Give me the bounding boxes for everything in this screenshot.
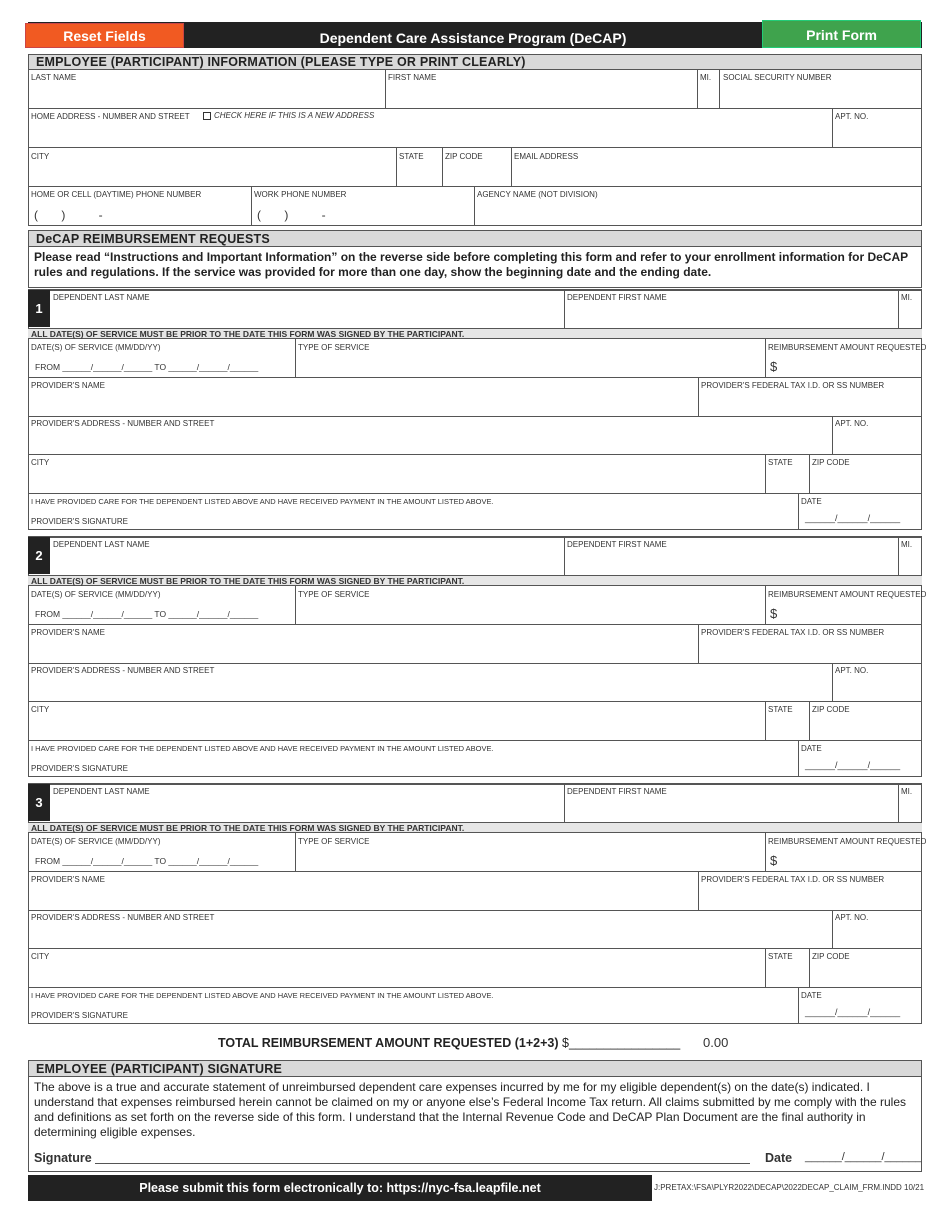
- dates-of-service-label: DATE(S) OF SERVICE (MM/DD/YY): [31, 837, 161, 846]
- col-divider: [385, 69, 386, 108]
- type-of-service-label: TYPE OF SERVICE: [298, 343, 370, 352]
- total-label: TOTAL REIMBURSEMENT AMOUNT REQUESTED (1+2+3) $________________: [218, 1036, 681, 1050]
- col-divider: [295, 339, 296, 377]
- ssn-label: SOCIAL SECURITY NUMBER: [723, 73, 832, 82]
- provider-zip-label: ZIP CODE: [812, 952, 850, 961]
- work-phone-label: WORK PHONE NUMBER: [254, 190, 347, 199]
- instructions-text: Please read “Instructions and Important Information” on the reverse side before completing this form and refer to your enrollment information for DeCAP rules and regulations. If the service was provided for more than one day, show the beginning date and the ending date.: [34, 250, 908, 279]
- dependent-mi-label: MI.: [901, 293, 913, 302]
- col-divider: [295, 833, 296, 871]
- col-divider: [765, 948, 766, 987]
- row-divider: [28, 416, 922, 417]
- provider-certification: I HAVE PROVIDED CARE FOR THE DEPENDENT LISTED ABOVE AND HAVE RECEIVED PAYMENT IN THE AMOUNT LISTED ABOVE.: [31, 744, 494, 753]
- submit-banner: Please submit this form electronically to: https://nyc-fsa.leapfile.net: [28, 1175, 652, 1201]
- provider-date-label: DATE: [801, 497, 822, 506]
- row-divider: [28, 624, 922, 625]
- col-divider: [832, 416, 833, 454]
- col-divider: [832, 108, 833, 147]
- dates-of-service-field[interactable]: FROM ______/______/______ TO ______/______/______: [35, 362, 259, 372]
- col-divider: [698, 624, 699, 663]
- col-divider: [765, 701, 766, 740]
- col-divider: [832, 910, 833, 948]
- col-divider: [511, 147, 512, 186]
- col-divider: [809, 701, 810, 740]
- col-divider: [798, 987, 799, 1024]
- provider-certification: I HAVE PROVIDED CARE FOR THE DEPENDENT LISTED ABOVE AND HAVE RECEIVED PAYMENT IN THE AMOUNT LISTED ABOVE.: [31, 497, 494, 506]
- home-address-label: HOME ADDRESS - NUMBER AND STREET: [31, 112, 190, 121]
- col-divider: [809, 454, 810, 493]
- provider-apt-label: APT. NO.: [835, 913, 869, 922]
- row-divider: [28, 663, 922, 664]
- provider-signature-label: PROVIDER'S SIGNATURE: [31, 764, 128, 773]
- row-divider: [28, 493, 922, 494]
- provider-address-label: PROVIDER'S ADDRESS - NUMBER AND STREET: [31, 419, 215, 428]
- reimbursement-amount-label: REIMBURSEMENT AMOUNT REQUESTED: [768, 590, 927, 599]
- col-divider: [898, 536, 899, 575]
- col-divider: [251, 186, 252, 226]
- amount-dollar-sign: $: [770, 853, 778, 868]
- col-divider: [698, 377, 699, 416]
- row-divider: [28, 740, 922, 741]
- provider-signature-label: PROVIDER'S SIGNATURE: [31, 1011, 128, 1020]
- print-form-button[interactable]: Print Form: [762, 20, 921, 48]
- signature-statement: The above is a true and accurate statement of unreimbursed dependent care expenses incurred by me for my eligible dependent(s) on the date(s) indicated. I understand that expenses reimbursed herein cannot be claimed on my or anyone else’s Federal Income Tax return. All claims submitted by me comply with the rules and definitions as set forth on the reverse side of this form. I understand that the Internal Revenue Code and DeCAP Plan Document are the final authority in determining eligible expenses.: [34, 1080, 906, 1139]
- form-title: Dependent Care Assistance Program (DeCAP): [319, 30, 627, 46]
- home-phone-label: HOME OR CELL (DAYTIME) PHONE NUMBER: [31, 190, 202, 199]
- signature-section-title: EMPLOYEE (PARTICIPANT) SIGNATURE: [28, 1060, 922, 1077]
- apt-label: APT. NO.: [835, 112, 869, 121]
- signature-date-field[interactable]: ______/______/______: [805, 1151, 922, 1163]
- row-divider: [28, 147, 922, 148]
- dependent-first-name-label: DEPENDENT FIRST NAME: [567, 787, 667, 796]
- col-divider: [719, 69, 720, 108]
- provider-date-label: DATE: [801, 744, 822, 753]
- provider-apt-label: APT. NO.: [835, 666, 869, 675]
- provider-name-label: PROVIDER'S NAME: [31, 628, 105, 637]
- checkbox-icon[interactable]: [203, 112, 211, 120]
- col-divider: [396, 147, 397, 186]
- dependent-last-name-label: DEPENDENT LAST NAME: [53, 787, 150, 796]
- col-divider: [832, 663, 833, 701]
- provider-date-field[interactable]: ______/______/______: [805, 1007, 901, 1017]
- dependent-last-name-label: DEPENDENT LAST NAME: [53, 540, 150, 549]
- col-divider: [564, 289, 565, 328]
- provider-tax-id-label: PROVIDER'S FEDERAL TAX I.D. OR SS NUMBER: [701, 381, 885, 390]
- provider-state-label: STATE: [768, 705, 793, 714]
- provider-date-field[interactable]: ______/______/______: [805, 513, 901, 523]
- amount-dollar-sign: $: [770, 606, 778, 621]
- row-divider: [28, 910, 922, 911]
- provider-date-label: DATE: [801, 991, 822, 1000]
- provider-date-field[interactable]: ______/______/______: [805, 760, 901, 770]
- col-divider: [798, 740, 799, 777]
- provider-state-label: STATE: [768, 952, 793, 961]
- provider-tax-id-label: PROVIDER'S FEDERAL TAX I.D. OR SS NUMBER: [701, 875, 885, 884]
- col-divider: [442, 147, 443, 186]
- col-divider: [474, 186, 475, 226]
- provider-certification: I HAVE PROVIDED CARE FOR THE DEPENDENT LISTED ABOVE AND HAVE RECEIVED PAYMENT IN THE AMOUNT LISTED ABOVE.: [31, 991, 494, 1000]
- last-name-label: LAST NAME: [31, 73, 77, 82]
- dependent-mi-label: MI.: [901, 787, 913, 796]
- dependent-first-name-label: DEPENDENT FIRST NAME: [567, 293, 667, 302]
- signature-date-label: Date: [765, 1151, 793, 1165]
- reimbursement-amount-label: REIMBURSEMENT AMOUNT REQUESTED: [768, 837, 927, 846]
- dates-of-service-field[interactable]: FROM ______/______/______ TO ______/______/______: [35, 609, 259, 619]
- date-rule-note: ALL DATE(S) OF SERVICE MUST BE PRIOR TO THE DATE THIS FORM WAS SIGNED BY THE PARTICIPANT.: [28, 575, 922, 586]
- signature-line[interactable]: [95, 1163, 750, 1164]
- dependent-mi-label: MI.: [901, 540, 913, 549]
- dependent-2-number: 2: [28, 537, 50, 574]
- type-of-service-label: TYPE OF SERVICE: [298, 590, 370, 599]
- row-divider: [28, 454, 922, 455]
- provider-zip-label: ZIP CODE: [812, 458, 850, 467]
- dependent-last-name-label: DEPENDENT LAST NAME: [53, 293, 150, 302]
- email-label: EMAIL ADDRESS: [514, 152, 579, 161]
- row-divider: [28, 948, 922, 949]
- form-code: J:PRETAX:\FSA\PLYR2022\DECAP\2022DECAP_CLAIM_FRM.INDD 10/21: [654, 1183, 925, 1192]
- col-divider: [765, 586, 766, 624]
- provider-name-label: PROVIDER'S NAME: [31, 381, 105, 390]
- provider-name-label: PROVIDER'S NAME: [31, 875, 105, 884]
- provider-apt-label: APT. NO.: [835, 419, 869, 428]
- provider-address-label: PROVIDER'S ADDRESS - NUMBER AND STREET: [31, 666, 215, 675]
- dates-of-service-field[interactable]: FROM ______/______/______ TO ______/______/______: [35, 856, 259, 866]
- dates-of-service-label: DATE(S) OF SERVICE (MM/DD/YY): [31, 343, 161, 352]
- new-address-label: CHECK HERE IF THIS IS A NEW ADDRESS: [214, 111, 375, 120]
- col-divider: [765, 339, 766, 377]
- dependent-1-number: 1: [28, 290, 50, 327]
- provider-zip-label: ZIP CODE: [812, 705, 850, 714]
- row-divider: [28, 987, 922, 988]
- provider-city-label: CITY: [31, 705, 50, 714]
- amount-dollar-sign: $: [770, 359, 778, 374]
- first-name-label: FIRST NAME: [388, 73, 437, 82]
- col-divider: [698, 871, 699, 910]
- col-divider: [765, 833, 766, 871]
- col-divider: [697, 69, 698, 108]
- employee-section-title: EMPLOYEE (PARTICIPANT) INFORMATION (PLEASE TYPE OR PRINT CLEARLY): [28, 54, 922, 70]
- zip-label: ZIP CODE: [445, 152, 483, 161]
- state-label: STATE: [399, 152, 424, 161]
- provider-city-label: CITY: [31, 458, 50, 467]
- dependent-first-name-label: DEPENDENT FIRST NAME: [567, 540, 667, 549]
- type-of-service-label: TYPE OF SERVICE: [298, 837, 370, 846]
- row-divider: [28, 701, 922, 702]
- col-divider: [765, 454, 766, 493]
- col-divider: [564, 536, 565, 575]
- new-address-checkbox[interactable]: [203, 111, 374, 120]
- home-phone-format: ( ) -: [34, 208, 103, 222]
- city-label: CITY: [31, 152, 50, 161]
- provider-state-label: STATE: [768, 458, 793, 467]
- col-divider: [798, 493, 799, 530]
- row-divider: [28, 871, 922, 872]
- col-divider: [898, 289, 899, 328]
- work-phone-format: ( ) -: [257, 208, 326, 222]
- dependent-3-number: 3: [28, 784, 50, 821]
- row-divider: [28, 377, 922, 378]
- reset-fields-button[interactable]: Reset Fields: [25, 23, 184, 48]
- provider-tax-id-label: PROVIDER'S FEDERAL TAX I.D. OR SS NUMBER: [701, 628, 885, 637]
- agency-label: AGENCY NAME (NOT DIVISION): [477, 190, 598, 199]
- date-rule-note: ALL DATE(S) OF SERVICE MUST BE PRIOR TO THE DATE THIS FORM WAS SIGNED BY THE PARTICIPANT.: [28, 822, 922, 833]
- col-divider: [564, 783, 565, 822]
- reimbursement-amount-label: REIMBURSEMENT AMOUNT REQUESTED: [768, 343, 927, 352]
- date-rule-note: ALL DATE(S) OF SERVICE MUST BE PRIOR TO THE DATE THIS FORM WAS SIGNED BY THE PARTICIPANT.: [28, 328, 922, 339]
- signature-label: Signature: [34, 1151, 92, 1165]
- dates-of-service-label: DATE(S) OF SERVICE (MM/DD/YY): [31, 590, 161, 599]
- col-divider: [295, 586, 296, 624]
- col-divider: [809, 948, 810, 987]
- provider-city-label: CITY: [31, 952, 50, 961]
- provider-address-label: PROVIDER'S ADDRESS - NUMBER AND STREET: [31, 913, 215, 922]
- row-divider: [28, 186, 922, 187]
- col-divider: [898, 783, 899, 822]
- total-dollar: $________________: [562, 1036, 681, 1050]
- provider-signature-label: PROVIDER'S SIGNATURE: [31, 517, 128, 526]
- total-value[interactable]: 0.00: [703, 1035, 729, 1050]
- mi-label: MI.: [700, 73, 712, 82]
- requests-section-title: DeCAP REIMBURSEMENT REQUESTS: [28, 230, 922, 247]
- row-divider: [28, 108, 922, 109]
